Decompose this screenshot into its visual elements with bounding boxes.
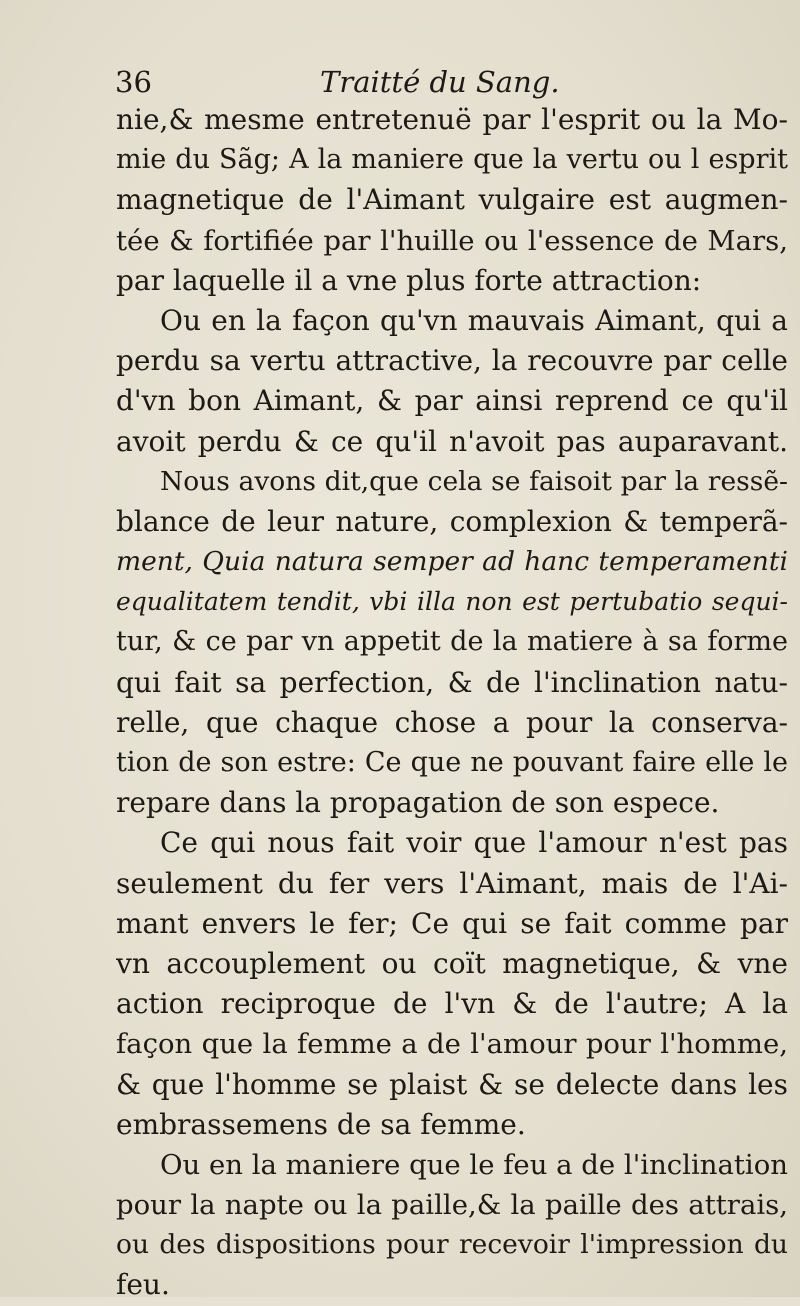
text-line: d'vn bon Aimant, & par ainsi reprend ce qu'il bbox=[116, 384, 788, 418]
page-number: 36 bbox=[115, 65, 152, 99]
text-line: & que l'homme se plaist & se delecte dans les bbox=[116, 1067, 788, 1101]
text-line: Ce qui nous fait voir que l'amour n'est pas bbox=[160, 826, 788, 860]
text-line: Ou en la façon qu'vn mauvais Aimant, qui a bbox=[160, 303, 788, 337]
text-line: action reciproque de l'vn & de l'autre; A la bbox=[116, 987, 788, 1021]
text-line: perdu sa vertu attractive, la recouvre par celle bbox=[116, 344, 788, 378]
text-line: tur, & ce par vn appetit de la matiere à sa forme bbox=[116, 626, 788, 658]
text-line: seulement du fer vers l'Aimant, mais de l'Ai- bbox=[116, 866, 788, 900]
text-line: mant envers le fer; Ce qui se fait comme par bbox=[116, 906, 788, 940]
body-text bbox=[116, 100, 788, 1306]
text-line: relle, que chaque chose a pour la conserva- bbox=[116, 705, 788, 739]
text-line: feu. bbox=[116, 1268, 170, 1302]
text-line: nie,& mesme entretenuë par l'esprit ou la Mo- bbox=[116, 103, 788, 136]
text-line: ou des dispositions pour recevoir l'impression du bbox=[116, 1229, 788, 1261]
text-line-latin: ment, Quia natura semper ad hanc temperamenti bbox=[116, 546, 788, 578]
text-line: embrassemens de sa femme. bbox=[116, 1107, 526, 1141]
running-title: Traitté du Sang. bbox=[320, 65, 560, 99]
text-line: blance de leur nature, complexion & temperã- bbox=[116, 504, 788, 538]
text-line: façon que la femme a de l'amour pour l'homme, bbox=[116, 1028, 788, 1061]
text-line: mie du Sãg; A la maniere que la vertu ou l esprit bbox=[116, 144, 788, 176]
text-line: par laquelle il a vne plus forte attraction: bbox=[116, 263, 702, 297]
text-line: repare dans la propagation de son espece. bbox=[116, 786, 720, 820]
text-line: Nous avons dit,que cela se faisoit par la ressẽ- bbox=[160, 465, 788, 497]
text-line-latin: equalitatem tendit, vbi illa non est pertubatio sequi- bbox=[116, 587, 788, 617]
text-line: magnetique de l'Aimant vulgaire est augmen- bbox=[116, 183, 788, 217]
text-line: Ou en la maniere que le feu a de l'inclination bbox=[160, 1148, 788, 1181]
text-line: pour la napte ou la paille,& la paille des attrais, bbox=[116, 1189, 788, 1222]
text-line: tée & fortifiée par l'huille ou l'essence de Mars, bbox=[116, 224, 788, 257]
text-line: vn accouplement ou coït magnetique, & vne bbox=[116, 946, 788, 980]
text-line: avoit perdu & ce qu'il n'avoit pas auparavant. bbox=[116, 424, 788, 458]
text-line: qui fait sa perfection, & de l'inclination natu- bbox=[116, 665, 788, 699]
page-header bbox=[115, 62, 635, 102]
text-line: tion de son estre: Ce que ne pouvant faire elle le bbox=[116, 747, 788, 778]
